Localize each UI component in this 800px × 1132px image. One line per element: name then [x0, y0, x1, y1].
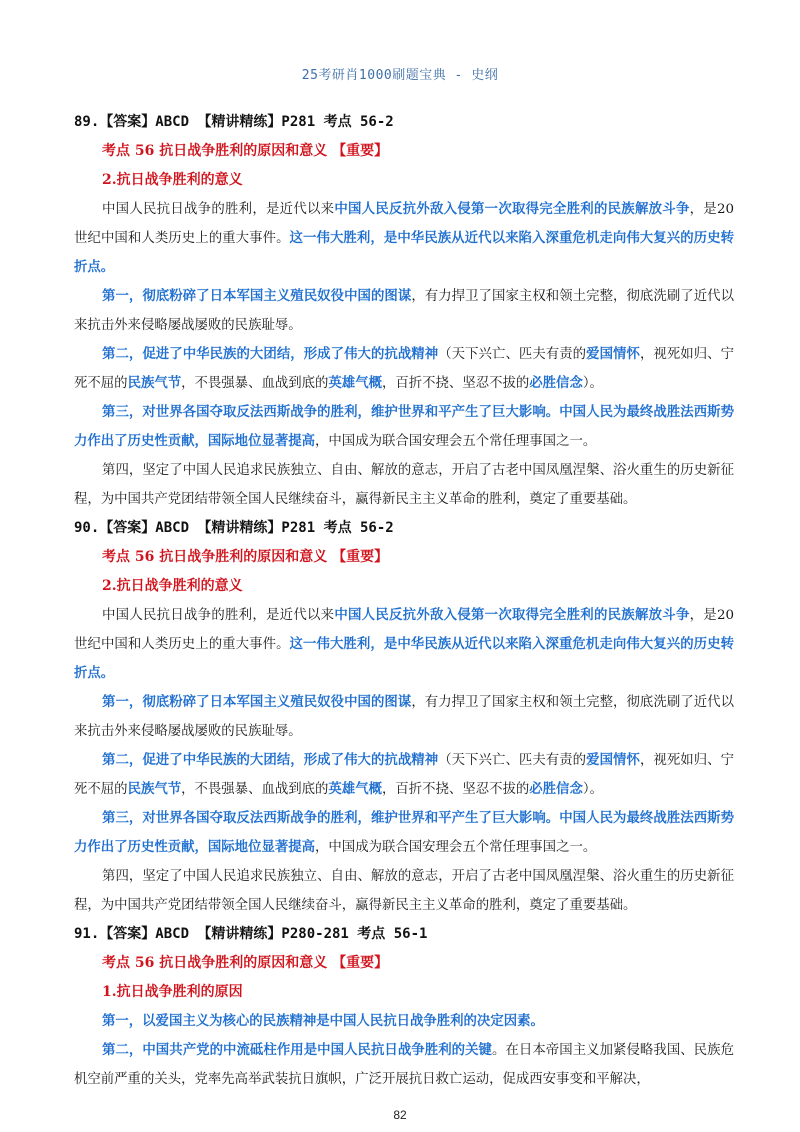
text-run: 中国人民抗日战争的胜利，是近代以来 — [102, 202, 335, 217]
emphasis-run: 爱国情怀 — [586, 346, 640, 362]
page-number: 82 — [393, 1108, 407, 1122]
text-run: ，有力捍卫了国家主权和领土完整，彻底洗刷了近代以来抗击外来侵略屡战屡败的民族耻辱。 — [74, 289, 735, 333]
text-run: ，是20世纪中国和人类历史上的重大事件。 — [74, 608, 735, 652]
emphasis-run: 第一，以爱国主义为核心的民族精神是中国人民抗日战争胜利的决定因素。 — [102, 1013, 544, 1029]
emphasis-run: 英雄气概 — [328, 781, 382, 797]
text-run: ，是20世纪中国和人类历史上的重大事件。 — [74, 202, 735, 246]
text-run: ，中国成为联合国安理会五个常任理事国之一。 — [315, 434, 597, 449]
text-run: （天下兴亡、匹夫有责的 — [438, 347, 587, 362]
topic-subtitle: 2.抗日战争胜利的意义 — [102, 578, 243, 594]
paragraph — [74, 398, 734, 456]
emphasis-run: 第三，对世界各国夺取反法西斯战争的胜利，维护世界和平产生了巨大影响。中国人民为最终战胜法西斯势力作出了历史性贡献，国际地位显著提高 — [74, 404, 734, 449]
answer-heading: 91.【答案】ABCD 【精讲精练】P280-281 考点 56-1 — [74, 926, 428, 942]
page-header: 25考研肖1000刷题宝典 - 史纲 — [301, 68, 499, 83]
paragraph — [74, 282, 734, 340]
paragraph — [74, 601, 734, 688]
emphasis-run: 第二，促进了中华民族的大团结，形成了伟大的抗战精神 — [102, 752, 439, 768]
text-run: 第四，坚定了中国人民追求民族独立、自由、解放的意志，开启了古老中国凤凰涅槃、浴火重生的历史新征程，为中国共产党团结带领全国人民继续奋斗，赢得新民主主义革命的胜利，奠定了重要基础。 — [74, 463, 734, 507]
emphasis-run: 第二，中国共产党的中流砥柱作用是中国人民抗日战争胜利的关键 — [102, 1042, 492, 1058]
paragraph — [74, 862, 734, 920]
paragraph — [74, 195, 734, 282]
text-run: ，不畏强暴、血战到底的 — [181, 782, 329, 797]
text-run: ，中国成为联合国安理会五个常任理事国之一。 — [315, 840, 597, 855]
paragraph — [74, 340, 734, 398]
emphasis-run: 第三，对世界各国夺取反法西斯战争的胜利，维护世界和平产生了巨大影响。中国人民为最终战胜法西斯势力作出了历史性贡献，国际地位显著提高 — [74, 810, 734, 855]
text-run: ）。 — [582, 782, 603, 797]
emphasis-run: 中国人民反抗外敌入侵第一次取得完全胜利的民族解放斗争 — [334, 607, 690, 623]
paragraph — [74, 746, 734, 804]
emphasis-run: 这一伟大胜利，是中华民族从近代以来陷入深重危机走向伟大复兴的历史转折点。 — [74, 230, 735, 275]
emphasis-run: 第二，促进了中华民族的大团结，形成了伟大的抗战精神 — [102, 346, 439, 362]
paragraph — [74, 688, 734, 746]
text-run: （天下兴亡、匹夫有责的 — [438, 753, 587, 768]
text-run: ，有力捍卫了国家主权和领土完整，彻底洗刷了近代以来抗击外来侵略屡战屡败的民族耻辱。 — [74, 695, 735, 739]
topic-subtitle: 2.抗日战争胜利的意义 — [102, 172, 243, 188]
text-run: ，百折不挠、坚忍不拔的 — [381, 782, 530, 797]
emphasis-run: 民族气节 — [127, 781, 182, 797]
emphasis-run: 必胜信念 — [529, 375, 583, 391]
answer-heading: 90.【答案】ABCD 【精讲精练】P281 考点 56-2 — [74, 520, 394, 536]
topic-title: 考点 56 抗日战争胜利的原因和意义 【重要】 — [102, 549, 389, 565]
emphasis-run: 中国人民反抗外敌入侵第一次取得完全胜利的民族解放斗争 — [334, 201, 690, 217]
emphasis-run: 第一，彻底粉碎了日本军国主义殖民奴役中国的图谋 — [102, 694, 412, 710]
paragraph — [74, 804, 734, 862]
topic-title: 考点 56 抗日战争胜利的原因和意义 【重要】 — [102, 143, 389, 159]
text-run: ，不畏强暴、血战到底的 — [181, 376, 329, 391]
document-body — [74, 108, 734, 1094]
emphasis-run: 第一，彻底粉碎了日本军国主义殖民奴役中国的图谋 — [102, 288, 412, 304]
emphasis-run: 爱国情怀 — [586, 752, 640, 768]
emphasis-run: 必胜信念 — [529, 781, 583, 797]
text-run: ，视死如归、宁死不屈的 — [74, 347, 735, 391]
text-run: ，百折不挠、坚忍不拔的 — [381, 376, 530, 391]
paragraph — [74, 456, 734, 514]
paragraph — [74, 1007, 734, 1036]
topic-title: 考点 56 抗日战争胜利的原因和意义 【重要】 — [102, 955, 389, 971]
text-run: 第四，坚定了中国人民追求民族独立、自由、解放的意志，开启了古老中国凤凰涅槃、浴火重生的历史新征程，为中国共产党团结带领全国人民继续奋斗，赢得新民主主义革命的胜利，奠定了重要基础。 — [74, 869, 734, 913]
emphasis-run: 这一伟大胜利，是中华民族从近代以来陷入深重危机走向伟大复兴的历史转折点。 — [74, 636, 735, 681]
answer-heading: 89.【答案】ABCD 【精讲精练】P281 考点 56-2 — [74, 114, 394, 130]
text-run: ，视死如归、宁死不屈的 — [74, 753, 735, 797]
text-run: 中国人民抗日战争的胜利，是近代以来 — [102, 608, 335, 623]
paragraph — [74, 1036, 734, 1094]
text-run: 。在日本帝国主义加紧侵略我国、民族危机空前严重的关头，党率先高举武装抗日旗帜，广泛开展抗日救亡运动，促成西安事变和平解决， — [74, 1043, 735, 1087]
emphasis-run: 民族气节 — [127, 375, 182, 391]
emphasis-run: 英雄气概 — [328, 375, 382, 391]
topic-subtitle: 1.抗日战争胜利的原因 — [102, 984, 243, 1000]
text-run: ）。 — [582, 376, 603, 391]
